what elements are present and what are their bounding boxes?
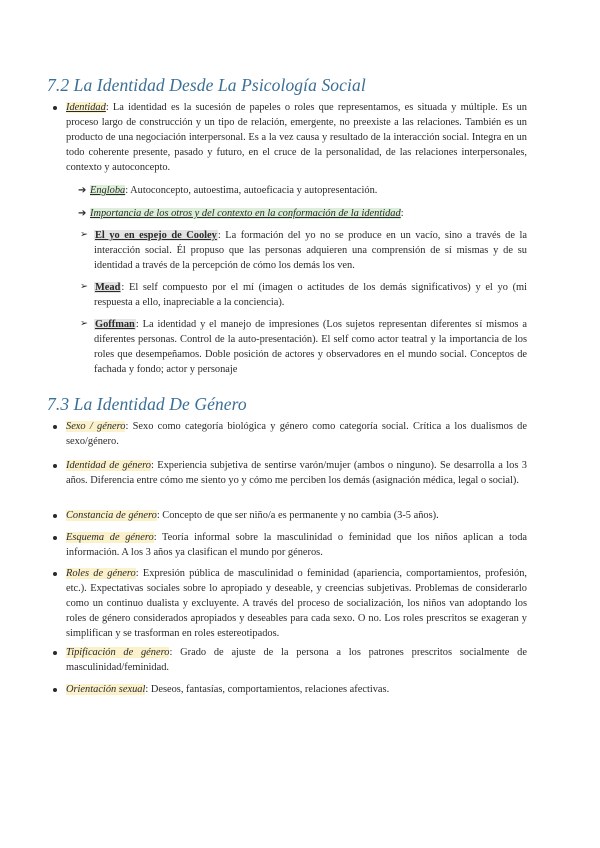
term-constancia-de-genero: Constancia de género [66,510,157,521]
bullet-identidad [66,100,527,175]
term-mead: Mead [95,282,121,293]
term-engloba: Engloba [90,185,126,196]
term-sexo-genero: Sexo / género [66,421,126,432]
subitem-mead [80,280,527,310]
arrowhead-bullet-icon: ➢ [80,282,88,292]
bullet-esquema-de-genero [66,530,527,560]
bullet-sexo-genero [66,419,527,449]
bullet-constancia-de-genero [66,508,527,523]
text-sexo-genero: : Sexo como categoría biológica y género como categoría social. Crítica a los dualismos de sexo/género. [66,421,527,448]
bullet-tipificacion-de-genero [66,645,527,675]
text-goffman: : La identidad y el manejo de impresiones (Los sujetos representan diferentes sí mismos a diferentes personas. Control de la auto-presentación). El self como actor teatral y la importancia de los roles que desempeñamos. Doble posición de actores y observadores en el mundo social. Conceptos de fachada y fondo; actor y personaje [94,319,527,376]
subitem-cooley [80,228,527,273]
section-heading-identidad-genero: 7.3 La Identidad De Género [47,394,247,414]
term-identidad: Identidad [66,102,106,113]
term-roles-de-genero: Roles de género [66,568,136,579]
text-identidad-de-genero: : Experiencia subjetiva de sentirse varón/mujer (ambos o ninguno). Se desarrolla a los 3 años. Diferencia entre cómo me siento yo y cómo me perciben los demás (asignación médica, legal o social). [66,460,527,487]
term-tipificacion-de-genero: Tipificación de género [66,647,170,658]
term-cooley: El yo en espejo de Cooley [95,230,217,241]
text-engloba: : Autoconcepto, autoestima, autoeficacia y autopresentación. [125,185,378,196]
bullet-orientacion-sexual [66,682,527,697]
text-roles-de-genero: : Expresión pública de masculinidad o feminidad (apariencia, comportamientos, profesión, etc.). Expectativas sociales sobre lo apropiado y deseable, y creencias subjetivas. Problemas de considerarlo como un continuo dualista y excluyente. A través del proceso de socialización, los niños van adoptando los roles de género considerados apropiados y deseables para cada sexo. O no. Los roles prescritos se exageran y simplifican y se trasforman en roles estereotipados. [66,568,527,640]
term-goffman: Goffman [95,319,135,330]
arrow-item-importancia [78,206,527,221]
term-orientacion-sexual: Orientación sexual [66,684,146,695]
arrowhead-bullet-icon: ➢ [80,230,88,240]
text-cooley: : La formación del yo no se produce en un vacío, sino a través de la interacción social. Él propuso que las personas adquieren una comprensión de sí mismas y de su identidad a través de la percepción de cómo los demás los ven. [94,230,527,272]
text-esquema-de-genero: : Teoría informal sobre la masculinidad o feminidad que los niños aplican a toda información. A los 3 años ya clasifican el mundo por géneros. [66,532,527,559]
text-importancia: : [400,208,404,219]
subitem-goffman [80,317,527,377]
arrow-icon: ➔ [78,185,87,196]
bullet-roles-de-genero [66,566,527,641]
term-importancia: Importancia de los otros y del contexto en la conformación de la identidad [90,208,401,219]
bullet-identidad-de-genero [66,458,527,488]
arrowhead-bullet-icon: ➢ [80,319,88,329]
term-identidad-de-genero: Identidad de género [66,460,151,471]
term-esquema-de-genero: Esquema de género [66,532,154,543]
text-tipificacion-de-genero: : Grado de ajuste de la persona a los patrones prescritos socialmente de masculinidad/feminidad. [66,647,527,674]
text-identidad: : La identidad es la sucesión de papeles o roles que representamos, es situada y múltiple. Es un proceso largo de construcción y un tipo de relación, emergente, no preexiste a las relaciones. También es un producto de una negociación interpersonal. Es a la vez causa y resultado de la interacción social. Integra en un todo coherente presente, pasado y futuro, en el cruce de la personalidad, de las relaciones interpersonales, contexto y autoconcepto. [66,102,527,174]
text-orientacion-sexual: : Deseos, fantasías, comportamientos, relaciones afectivas. [145,684,390,695]
section-heading-identidad-psicologia-social: 7.2 La Identidad Desde La Psicología Social [47,75,366,95]
text-mead: : El self compuesto por el mí (imagen o actitudes de los demás significativos) y el yo (mi respuesta a ello, inapreciable a la conciencia). [94,282,527,309]
arrow-item-engloba [78,183,527,198]
arrow-icon: ➔ [78,208,87,219]
text-constancia-de-genero: : Concepto de que ser niño/a es permanente y no cambia (3-5 años). [156,510,439,521]
